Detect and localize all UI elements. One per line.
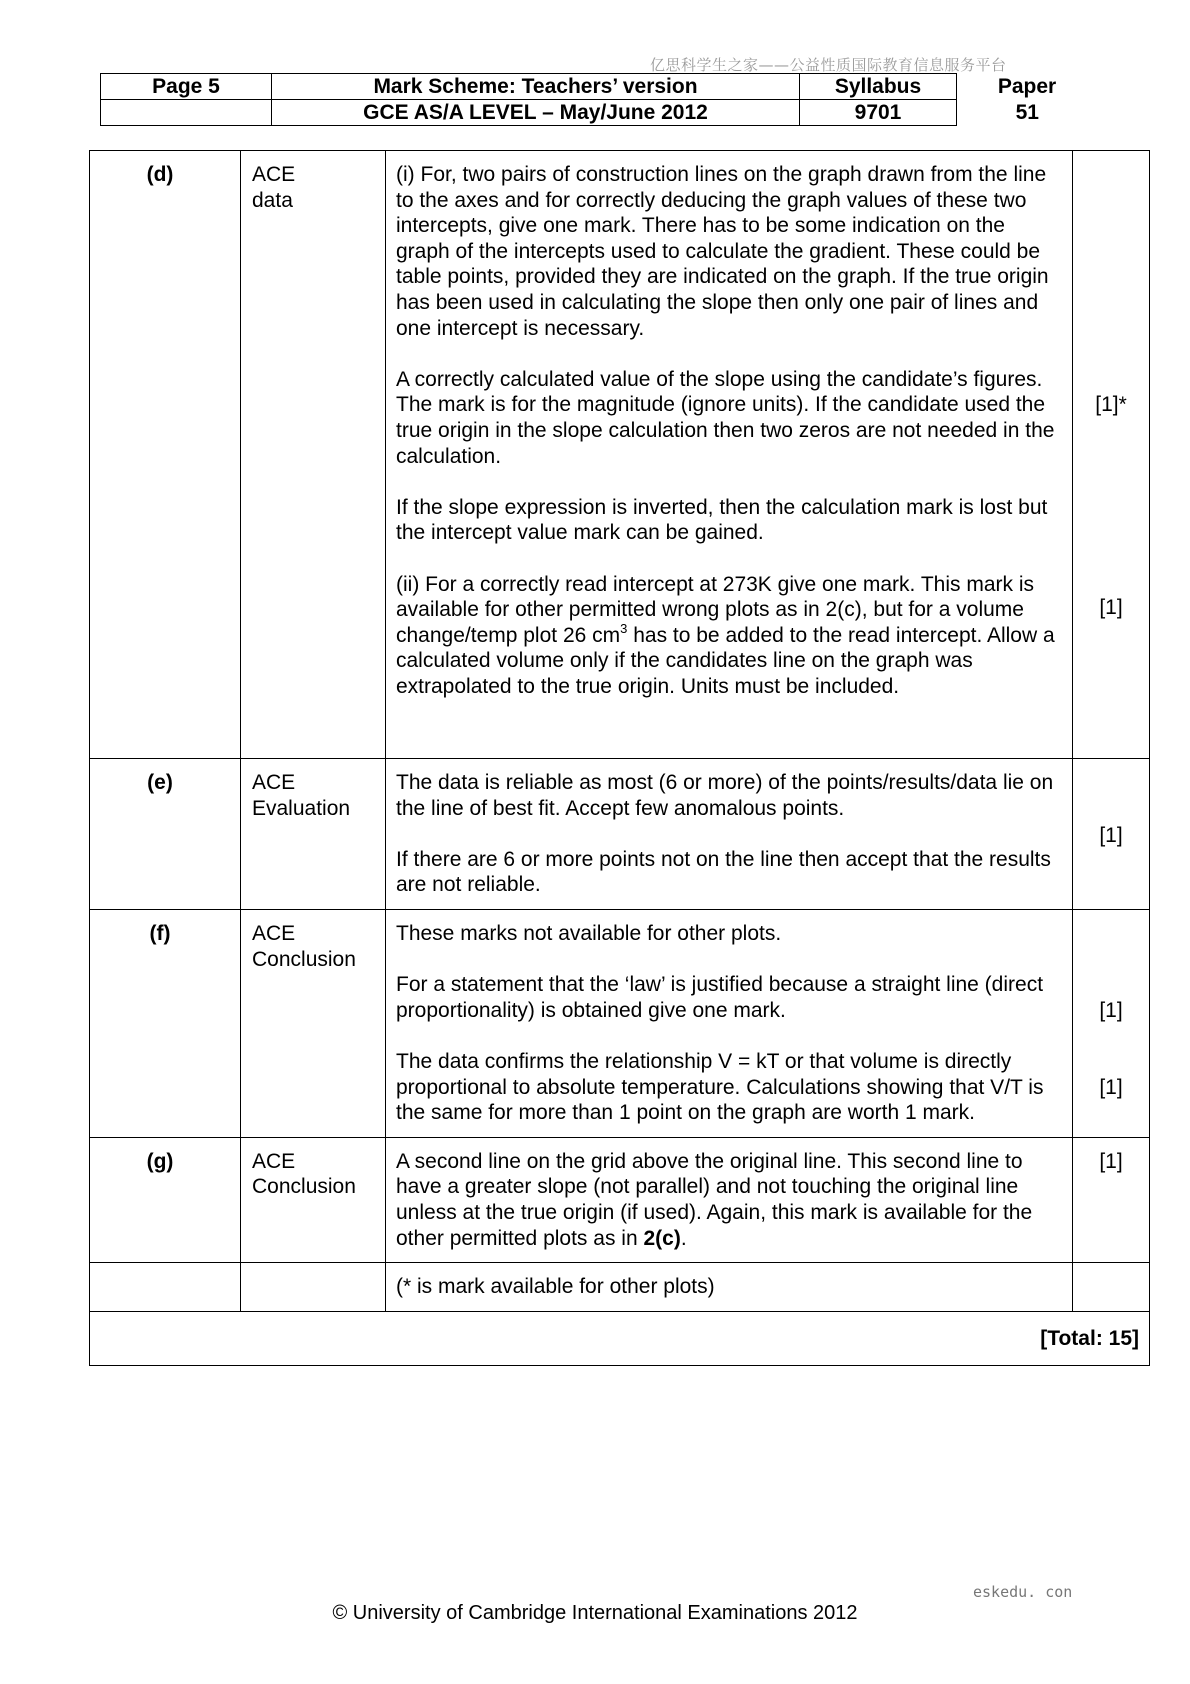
skill-cell bbox=[241, 909, 386, 1137]
description-paragraph: The data is reliable as most (6 or more) of the points/results/data lie on the line of best fit. Accept few anomalous points. bbox=[396, 771, 1054, 820]
skill-label: ACE bbox=[252, 1149, 296, 1173]
watermark-text: 亿思科学生之家——公益性质国际教育信息服务平台 bbox=[650, 56, 1007, 74]
skill-label: ACE bbox=[252, 163, 296, 186]
mark-value: [1] bbox=[1099, 595, 1123, 619]
table-row bbox=[90, 1263, 1150, 1312]
skill-label: Conclusion bbox=[252, 1175, 356, 1199]
text-span: (ii) For a correctly read intercept at 273K give one mark. This mark is available for other permitted wrong plots as in 2(c), but for a volume change/temp plot 26 cm bbox=[396, 572, 1035, 647]
header-paper-label: Paper bbox=[997, 75, 1057, 98]
skill-label: ACE bbox=[252, 771, 296, 794]
text-span: has to be added to the read intercept. Allow a calculated volume only if the candidates line on the graph was extrapolated to the true origin. Units must be included. bbox=[396, 623, 1055, 698]
mark-cell bbox=[1073, 151, 1150, 759]
header-title: Mark Scheme: Teachers’ version bbox=[272, 74, 800, 100]
description-paragraph: A correctly calculated value of the slope using the candidate’s figures. The mark is for the magnitude (ignore units). If the candidate used the true origin in the slope calculation then two zeros are not needed in the calculation. bbox=[396, 367, 1055, 468]
skill-label: Evaluation bbox=[252, 796, 351, 820]
skill-cell bbox=[241, 1137, 386, 1262]
question-label: (d) bbox=[90, 151, 241, 759]
table-row bbox=[90, 1137, 1150, 1262]
description-paragraph: For a statement that the ‘law’ is justified because a straight line (direct proportionality) is obtained give one mark. bbox=[396, 973, 1044, 1022]
mark-value: [1] bbox=[1099, 1149, 1123, 1173]
table-row bbox=[90, 151, 1150, 759]
description-cell bbox=[386, 1137, 1073, 1262]
header-paper-number: 51 bbox=[1015, 101, 1039, 124]
description-paragraph bbox=[396, 572, 1064, 700]
description-paragraph: If the slope expression is inverted, then the calculation mark is lost but the intercept value mark can be gained. bbox=[396, 495, 1048, 545]
question-label: (f) bbox=[90, 909, 241, 1137]
header-syllabus-label: Syllabus bbox=[800, 74, 957, 100]
table-row bbox=[90, 759, 1150, 910]
empty-cell bbox=[1073, 1263, 1150, 1312]
description-cell bbox=[386, 759, 1073, 910]
empty-cell bbox=[90, 1263, 241, 1312]
question-label: (g) bbox=[90, 1137, 241, 1262]
mark-value: [1] bbox=[1099, 824, 1123, 847]
mark-scheme-table bbox=[89, 150, 1150, 1366]
skill-label: data bbox=[252, 188, 293, 212]
skill-label: ACE bbox=[252, 921, 296, 945]
mark-value: [1]* bbox=[1095, 393, 1127, 416]
description-paragraph: These marks not available for other plots. bbox=[396, 921, 782, 945]
description-cell bbox=[386, 151, 1073, 759]
header-table bbox=[100, 73, 1098, 126]
description-paragraph bbox=[396, 1149, 1064, 1251]
description-paragraph: If there are 6 or more points not on the line then accept that the results are not reliable. bbox=[396, 847, 1051, 897]
table-row bbox=[90, 1311, 1150, 1366]
question-label: (e) bbox=[90, 759, 241, 910]
description-cell bbox=[386, 909, 1073, 1137]
mark-cell bbox=[1073, 909, 1150, 1137]
copyright-footer: © University of Cambridge International Examinations 2012 bbox=[332, 1602, 858, 1624]
note-text: (* is mark available for other plots) bbox=[386, 1263, 1073, 1312]
header-syllabus-code: 9701 bbox=[800, 100, 957, 126]
skill-cell bbox=[241, 151, 386, 759]
text-span: . bbox=[680, 1226, 687, 1250]
mark-value: [1] bbox=[1099, 1075, 1123, 1099]
empty-cell bbox=[241, 1263, 386, 1312]
superscript: 3 bbox=[620, 620, 628, 636]
mark-cell bbox=[1073, 759, 1150, 910]
table-row bbox=[90, 909, 1150, 1137]
total-marks: [Total: 15] bbox=[90, 1311, 1150, 1366]
text-span: A second line on the grid above the original line. This second line to have a greater slope (not parallel) and not touching the original line unless at the true origin (if used). Again, this mark is available for the other permitted plots as in bbox=[396, 1149, 1033, 1250]
header-page: Page 5 bbox=[101, 74, 272, 100]
header-exam: GCE AS/A LEVEL – May/June 2012 bbox=[272, 100, 800, 126]
skill-label: Conclusion bbox=[252, 947, 356, 971]
bold-reference: 2(c) bbox=[643, 1226, 681, 1250]
mark-cell bbox=[1073, 1137, 1150, 1262]
mark-value: [1] bbox=[1099, 998, 1123, 1022]
skill-cell bbox=[241, 759, 386, 910]
site-id-text: eskedu. con bbox=[973, 1583, 1073, 1601]
description-paragraph: (i) For, two pairs of construction lines on the graph drawn from the line to the axes and for correctly deducing the graph values of these two intercepts, give one mark. There has to be some indication on the graph of the intercepts used to calculate the gradient. These could be table points, provided they are indicated on the graph. If the true origin has been used in calculating the slope then only one pair of lines and one intercept is necessary. bbox=[396, 163, 1049, 340]
header-empty-cell bbox=[101, 100, 272, 126]
description-paragraph: The data confirms the relationship V = kT or that volume is directly proportional to absolute temperature. Calculations showing that V/T is the same for more than 1 point on the graph are worth 1 mark. bbox=[396, 1049, 1044, 1125]
